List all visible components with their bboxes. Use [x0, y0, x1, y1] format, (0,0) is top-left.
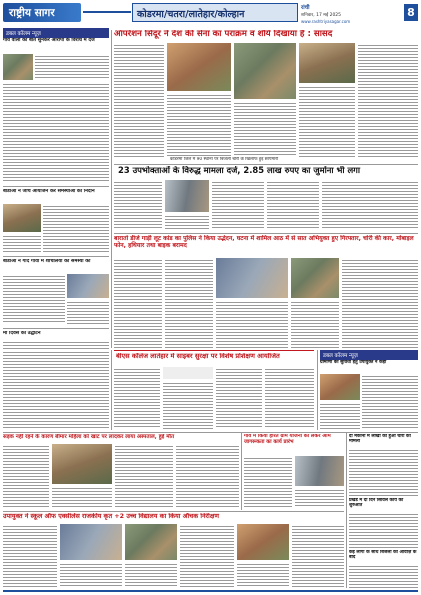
story3-text-4 — [291, 300, 339, 348]
footer-rule — [3, 590, 418, 592]
story4-text-1 — [114, 367, 160, 429]
website: www.rashtriyasagar.com — [301, 19, 351, 24]
story3-text-5 — [342, 258, 418, 348]
story7-text-3 — [125, 562, 177, 588]
left-text-6 — [3, 350, 109, 430]
right-text-4 — [349, 564, 418, 588]
story2-text-2 — [165, 214, 209, 230]
date-box — [301, 3, 403, 22]
headline-2: 23 उपभोक्ताओं के विरुद्ध मामला दर्ज, 2.85 लाख रुपए का जुर्माना भी लगा — [118, 166, 361, 175]
story4-text-2 — [163, 381, 213, 429]
story3-text-2 — [165, 258, 213, 348]
main-story-text-2 — [167, 93, 231, 157]
photo-caption: कोडरमा जिले में 90 स्थानों पर बिजली चोरी के खिलाफ हुई छापेमारी — [170, 157, 279, 162]
headline-5: सड़क नहीं रहने के कारण बीमार महिला को खाट पर लादकर लाया अस्पताल, हुई मौत — [3, 434, 175, 440]
left-headline-3: बीडीओ ने गोद गांवों में शौचालयों की समस्या की — [3, 259, 91, 264]
headline-6: गांव में किया हरित ग्राम योजना को लेकर आम जागरूकता का कार्य प्रारंभ — [244, 434, 331, 445]
story3-text-3 — [216, 300, 288, 348]
right-text-2 — [349, 448, 418, 496]
story7-text-5 — [237, 562, 289, 588]
story5-text-2 — [52, 486, 112, 508]
headline-7: उपायुक्त ने स्कूल ऑफ एक्सीलेंस राजकीय कृत +2 उच्च विद्यालय का किया औचक निरीक्षण — [3, 513, 220, 520]
main-headline: ऑपरेशन सिंदूर ने देश की सेना का पराक्रम व शौर्य दिखाया है : सांसद — [114, 30, 333, 39]
right-headline-1: ग्रामीणों की सुविधा हेतु उपायुक्त ने कहा — [320, 360, 387, 365]
story3-photo-2 — [291, 258, 339, 298]
left-photo-1 — [3, 54, 33, 80]
left-text-1 — [35, 54, 109, 80]
main-photo-3 — [299, 43, 355, 83]
story2-text-3 — [212, 180, 264, 230]
left-text-2 — [3, 82, 109, 182]
left-headline-2: बीडीओ ने जांच आयोजन कर समस्याओं का निदान — [3, 189, 95, 194]
right-headline-3: प्रखंड में दो दिन सिविल कार्य की शुरुआत — [349, 498, 404, 509]
right-text-3 — [349, 512, 418, 548]
story7-photo-3 — [237, 524, 289, 560]
story2-text-1 — [114, 180, 162, 230]
masthead — [0, 0, 421, 26]
left-headline-1: गांव वालों की बात सुनकर आरोपी के विरोध में दर्ज — [3, 38, 95, 43]
story2-photo — [165, 180, 209, 212]
story7-text-1 — [3, 524, 57, 588]
masthead-rule — [83, 11, 131, 13]
story7-photo-1 — [60, 524, 122, 560]
section-title: कोडरमा/चतरा/लातेहार/कोल्हान — [137, 9, 245, 20]
right-photo-1 — [320, 374, 360, 400]
main-story-text-4 — [299, 85, 355, 157]
right-section-bar: डबल कॉलम न्यूज़ — [320, 350, 418, 360]
main-photo-1 — [167, 43, 231, 91]
story5-text-1 — [3, 444, 49, 508]
left-text-4 — [3, 274, 65, 324]
right-headline-4: कई लोगों के साथ बिजली की आवाज़ के बाद — [349, 550, 417, 561]
main-story-text-1 — [114, 43, 164, 157]
left-headline-4: मां दिवस का उद्घाटन — [3, 331, 41, 336]
page-number: 8 — [404, 4, 418, 21]
main-photo-2 — [234, 43, 296, 99]
story4-subhead — [163, 367, 213, 379]
left-section-bar: डबल कॉलम न्यूज़ — [3, 28, 109, 38]
story5-text-3 — [115, 444, 173, 508]
right-text-1b — [320, 402, 360, 430]
main-story-text-5 — [358, 43, 418, 157]
story6-photo — [295, 456, 344, 486]
story4-text-3 — [216, 367, 262, 429]
dateline-city: रांची — [301, 5, 310, 11]
dateline-date: शनिवार, 17 मई 2025 — [301, 13, 342, 18]
story4-text-4 — [265, 367, 314, 429]
left-text-4b — [67, 300, 109, 324]
story7-text-2 — [60, 562, 122, 588]
headline-4: बीएस कॉलेज लातेहार में साइबर सुरक्षा पर विशेष प्रशिक्षण आयोजित — [116, 353, 280, 360]
story2-text-5 — [322, 180, 418, 230]
story7-photo-2 — [125, 524, 177, 560]
story3-photo — [216, 258, 288, 298]
left-photo-2 — [3, 204, 41, 232]
left-text-3 — [43, 204, 109, 252]
story5-text-4 — [176, 444, 239, 508]
story7-text-6 — [292, 524, 344, 588]
headline-4-band — [114, 350, 314, 364]
left-text-3b — [3, 234, 41, 252]
story5-photo — [52, 444, 112, 484]
story3-text-1 — [114, 258, 162, 348]
headline-3: बारातो डीजे गाड़ी लूट कांड का पुलिस ने किया उद्भेदन, घटना में शामिल आठ में से सात अभियुक्त हुए गिरफ्तार, चोरी की कार, मोबाइल फोन, हथियार तथा बाइक बरामद — [114, 235, 414, 249]
main-story-text-3 — [234, 101, 296, 157]
story6-text-2 — [295, 488, 344, 508]
left-photo-3 — [67, 274, 109, 298]
paper-name-banner — [3, 3, 81, 22]
right-headline-2: दो मकानों में लाखों का हुआ चोरी का मामला — [349, 434, 411, 445]
story7-text-4 — [180, 524, 234, 588]
story2-text-4 — [267, 180, 319, 230]
story6-text-1 — [244, 456, 292, 508]
paper-name: राष्ट्रीय सागर — [9, 7, 55, 19]
section-banner — [132, 3, 298, 22]
right-text-1 — [362, 374, 418, 430]
